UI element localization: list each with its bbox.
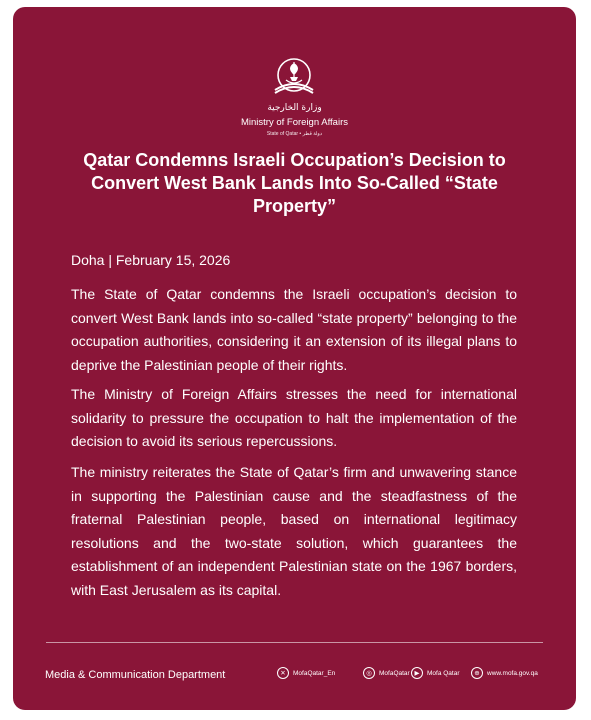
paragraph-3: The ministry reiterates the State of Qatar’s firm and unwavering stance in supporting the Palestinian cause and the steadfastness of the fraternal Palestinian people, based on international legitimacy resolutions and the two-state solution, which guarantees the establishment of an independent Palestinian state on the 1967 borders, with East Jerusalem as its capital. [71,464,517,598]
social-x[interactable] [277,667,335,679]
ministry-name-english: Ministry of Foreign Affairs [240,117,348,128]
qatar-emblem-icon [269,53,319,99]
youtube-icon: ▶ [411,667,423,679]
social-youtube[interactable] [411,667,460,679]
press-release-title: Qatar Condemns Israeli Occupation’s Decision to Convert West Bank Lands Into So-Called “State Property” [83,150,506,216]
instagram-icon: ◎ [363,667,375,679]
social-website[interactable] [471,667,538,679]
social-instagram[interactable] [363,667,410,679]
social-youtube-label: Mofa Qatar [427,669,460,677]
paragraph-2: The Ministry of Foreign Affairs stresses the need for international solidarity to pressure the occupation to halt the implementation of the decision to avoid its serious repercussions. [71,386,517,449]
press-release-card [13,7,576,710]
dateline: Doha | February 15, 2026 [71,252,231,268]
social-instagram-label: MofaQatar [379,669,410,677]
x-icon: ✕ [277,667,289,679]
globe-icon: ⊕ [471,667,483,679]
ministry-subtitle: State of Qatar • دولة قطر [266,131,323,137]
social-website-label: www.mofa.gov.qa [487,669,538,677]
footer-divider [46,642,543,643]
social-x-label: MofaQatar_En [293,669,336,677]
department-name: Media & Communication Department [45,669,226,681]
paragraph-1: The State of Qatar condemns the Israeli occupation’s decision to convert West Bank lands into so-called “state property” belonging to the occupation authorities, considering it an extension of its illegal plans to deprive the Palestinian people of their rights. [71,286,517,373]
ministry-name-arabic: وزارة الخارجية [267,103,322,113]
